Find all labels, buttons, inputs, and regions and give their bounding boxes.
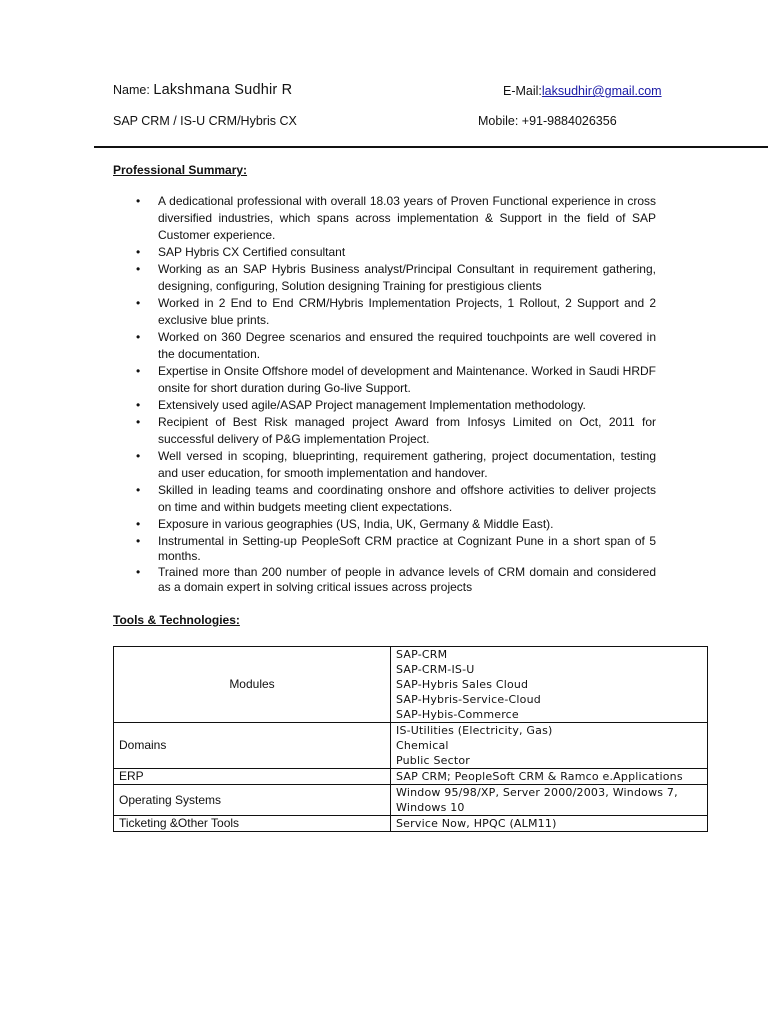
summary-title: Professional Summary: — [113, 163, 248, 177]
list-item: • Skilled in leading teams and coordinating onshore and offshore activities to deliver projects on time and within budgets meeting client expectations. — [136, 483, 656, 514]
name-line — [113, 82, 292, 98]
summary-list — [136, 193, 656, 595]
tools-title: Tools & Technologies: — [113, 613, 240, 627]
bullet-icon: • — [136, 262, 141, 276]
list-item: • Working as an SAP Hybris Business analyst/Principal Consultant in requirement gathering, designing, configuring, Solution designing Training for prestigious clients — [136, 262, 656, 293]
bullet-icon: • — [136, 364, 141, 378]
bullet-icon: • — [136, 245, 141, 259]
list-item: • Well versed in scoping, blueprinting, requirement gathering, project documentation, testing and user education, for smooth implementation and handover. — [136, 449, 656, 480]
email-line — [503, 84, 662, 98]
header-divider — [94, 146, 768, 148]
table-cell-value: SAP-CRM SAP-CRM-IS-U SAP-Hybris Sales Cloud SAP-Hybris-Service-Cloud SAP-Hybis-Commerce — [391, 647, 708, 723]
table-cell-label: ERP — [114, 769, 391, 785]
email-link[interactable]: laksudhir@gmail.com — [541, 84, 662, 98]
list-item: • A dedicational professional with overall 18.03 years of Proven Functional experience in cross diversified industries, which spans across implementation & Support in the field of SAP Customer experience. — [136, 194, 656, 242]
table-row — [114, 723, 708, 769]
list-item: • Worked in 2 End to End CRM/Hybris Implementation Projects, 1 Rollout, 2 Support and 2 exclusive blue prints. — [136, 296, 656, 327]
table-cell-value: IS-Utilities (Electricity, Gas) Chemical Public Sector — [391, 723, 708, 769]
table-cell-value: SAP CRM; PeopleSoft CRM & Ramco e.Applications — [391, 769, 708, 785]
table-cell-label: Ticketing &Other Tools — [114, 816, 391, 832]
list-item: • Trained more than 200 number of people in advance levels of CRM domain and considered as a domain expert in solving critical issues across projects — [136, 565, 656, 594]
bullet-icon: • — [136, 398, 141, 412]
email-label: E-Mail: — [503, 84, 542, 98]
table-cell-label: Modules — [114, 647, 391, 723]
bullet-icon: • — [136, 330, 141, 344]
tools-table — [113, 646, 708, 832]
table-cell-label: Domains — [114, 723, 391, 769]
table-row — [114, 647, 708, 723]
table-cell-value: Window 95/98/XP, Server 2000/2003, Windows 7, Windows 10 — [391, 785, 708, 816]
table-cell-value: Service Now, HPQC (ALM11) — [391, 816, 708, 832]
table-row — [114, 785, 708, 816]
list-item: • Instrumental in Setting-up PeopleSoft CRM practice at Cognizant Pune in a short span of 5 months. — [136, 534, 656, 563]
bullet-icon: • — [136, 449, 141, 463]
list-item: • Exposure in various geographies (US, India, UK, Germany & Middle East). — [136, 517, 554, 531]
bullet-icon: • — [136, 194, 141, 208]
mobile-line: Mobile: +91-9884026356 — [478, 114, 617, 128]
bullet-icon: • — [136, 415, 141, 429]
table-row — [114, 816, 708, 832]
bullet-icon: • — [136, 517, 141, 531]
name-label: Name: — [113, 83, 150, 97]
table-cell-label: Operating Systems — [114, 785, 391, 816]
list-item: • SAP Hybris CX Certified consultant — [136, 245, 346, 259]
list-item: • Extensively used agile/ASAP Project management Implementation methodology. — [136, 398, 586, 412]
table-row — [114, 769, 708, 785]
bullet-icon: • — [136, 534, 141, 548]
list-item: • Recipient of Best Risk managed project Award from Infosys Limited on Oct, 2011 for successful delivery of P&G implementation Project. — [136, 415, 656, 446]
name-value: Lakshmana Sudhir R — [153, 82, 293, 98]
bullet-icon: • — [136, 296, 141, 310]
list-item: • Expertise in Onsite Offshore model of development and Maintenance. Worked in Saudi HRDF onsite for short duration during Go-live Support. — [136, 364, 656, 395]
role-line: SAP CRM / IS-U CRM/Hybris CX — [113, 114, 297, 128]
list-item: • Worked on 360 Degree scenarios and ensured the required touchpoints are well covered in the documentation. — [136, 330, 656, 361]
bullet-icon: • — [136, 565, 141, 579]
bullet-icon: • — [136, 483, 141, 497]
